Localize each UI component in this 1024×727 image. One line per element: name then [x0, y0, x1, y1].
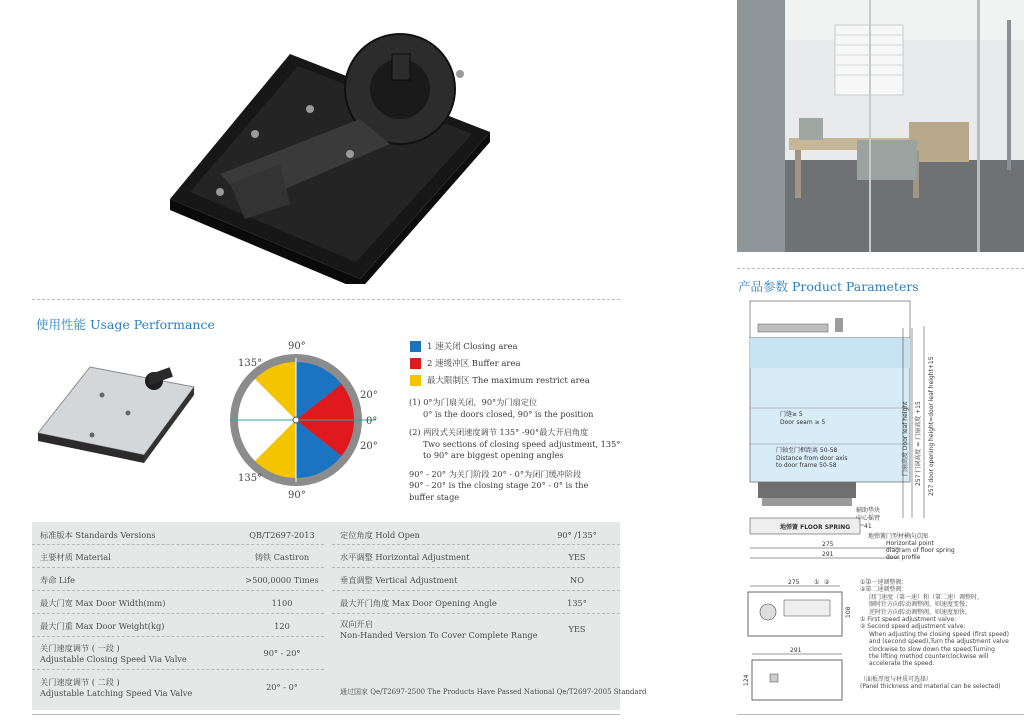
row-divider	[32, 544, 324, 545]
dial-legend	[410, 340, 590, 386]
standard-footer: 通过国家 Qe/T2697-2500 The Products Have Passed National Qe/T2697-2005 Standard	[340, 688, 647, 696]
note-line: Two sections of closing speed adjustment, 135°	[423, 438, 621, 449]
note-line: ②第二速调整阀：	[860, 586, 908, 594]
note-line: accelerate the speed.	[869, 660, 935, 668]
section-cn: 地弹簧门型材横向点图	[868, 533, 929, 540]
note-line: clockwise to slow down the speed;Turning	[869, 645, 995, 653]
spec-label: 标准版本 Standards Versions	[40, 530, 156, 540]
divider-right	[737, 268, 1024, 269]
spec-label: Adjustable Closing Speed Via Valve	[40, 654, 187, 664]
spec-label: Non-Handed Version To Cover Complete Range	[340, 630, 538, 640]
spec-label: Adjustable Latching Speed Via Valve	[40, 688, 193, 698]
floor-spring-product-photo	[160, 14, 500, 284]
spec-label: 双向开启	[340, 619, 373, 629]
top-plate-product-image	[32, 355, 200, 465]
legend-item-restrict	[410, 374, 590, 386]
spec-value: QB/T2697-2013	[249, 530, 315, 540]
note-line: 90° - 20° is the closing stage 20° - 0° is the	[409, 480, 589, 490]
axis-distance-en-2: to door frame 50-58	[776, 462, 837, 469]
row-divider	[32, 590, 324, 591]
plan-marker-1: ①	[814, 579, 820, 586]
spec-value: YES	[568, 624, 586, 634]
spec-value: 90° /135°	[557, 530, 597, 540]
spec-label: 关门速度调节 ( 一段 )	[40, 643, 120, 653]
note-line: (2) 两段式关闭速度调节 135° -90°最大开启角度	[409, 427, 589, 437]
dim-275: 275	[822, 541, 834, 548]
floor-spring-label: 地弹簧 FLOOR SPRING	[780, 524, 851, 531]
row-divider	[332, 590, 620, 591]
spec-label: 水平调整 Horizontal Adjustment	[340, 552, 470, 562]
row-divider	[332, 544, 620, 545]
spec-label: 寿命 Life	[40, 575, 75, 585]
spec-value: 135°	[567, 598, 587, 608]
dial-label-90-bottom: 90°	[288, 490, 306, 501]
note-line: 闭门速度（第一速）和（第二速）调整时，	[869, 593, 984, 601]
row-divider	[32, 613, 324, 614]
plan-dim-275: 275	[788, 579, 800, 586]
note-line: 逆时针方向转动调整阀，则速度加快。	[869, 608, 972, 616]
spec-value: 90° - 20°	[263, 648, 301, 658]
plan-marker-2: ②	[824, 579, 830, 586]
note-line: 0° is the doors closed, 90° is the position	[423, 408, 594, 419]
dim-291: 291	[822, 551, 834, 558]
door-height-label: 门扇高度 Door leaf height	[902, 401, 909, 476]
plan-dim-108: 108	[845, 606, 852, 618]
spec-label: 定位角度 Hold Open	[340, 530, 420, 540]
spec-value: YES	[568, 552, 586, 562]
note-line: 顺时针方向转动调整阀，则速度变慢；	[869, 601, 972, 609]
note-line: and (second speed),Turn the adjustment valve	[869, 638, 1009, 646]
door-installation-diagram	[740, 296, 1024, 576]
footnote-en: (Panel thickness and material can be selected)	[860, 683, 1001, 691]
note-line: 90° - 20° 为关门阶段 20° - 0°为闭门缓冲阶段	[409, 468, 582, 479]
legend-label: 2 速缓冲区 Buffer area	[427, 359, 521, 369]
legend-swatch-yellow	[410, 375, 421, 386]
plan-dim-291: 291	[790, 647, 802, 654]
spec-label: 最大门宽 Max Door Width(mm)	[40, 598, 166, 608]
note-line: (1) 0°为门扇关闭，90°为门扇定位	[409, 397, 538, 407]
legend-label: 最大限制区 The maximum restrict area	[427, 376, 590, 386]
dim-41: 41	[864, 523, 872, 530]
spec-value: 120	[274, 621, 290, 631]
spec-label: 最大开门角度 Max Door Opening Angle	[340, 598, 497, 608]
row-divider	[332, 567, 620, 568]
legend-swatch-red	[410, 358, 421, 369]
note-line: the lifting method counterclockwise will	[869, 653, 989, 661]
clip-cn: 辅助垫块	[856, 507, 881, 514]
spec-value: >500,0000 Times	[245, 575, 319, 585]
total-height-en: 257 door opening height=door leaf height+15	[928, 356, 935, 496]
row-divider	[332, 613, 620, 614]
dial-notes	[409, 397, 620, 503]
spec-table	[32, 522, 647, 710]
section-en-1: Horizontal point	[886, 540, 934, 547]
legend-label: 1 速关闭 Closing area	[427, 342, 518, 352]
note-line: buffer stage	[409, 491, 460, 502]
dial-label-20-bottom: 20°	[360, 441, 378, 452]
product-parameters-title: 产品参数 Product Parameters	[738, 279, 919, 294]
spec-value: NO	[570, 575, 584, 585]
footnote-cn: （面板厚度与材质可选择）	[860, 675, 933, 683]
divider	[32, 299, 620, 300]
legend-swatch-blue	[410, 341, 421, 352]
usage-performance-title: 使用性能 Usage Performance	[36, 317, 215, 332]
office-photo	[737, 0, 1024, 252]
spec-label: 关门速度调节 ( 二段 )	[40, 677, 120, 687]
legend-item-buffer	[410, 357, 590, 369]
note-line: ② Second speed adjustment valve:	[860, 623, 966, 631]
axis-distance-en-1: Distance from door axis	[776, 455, 848, 462]
axis-distance-cn: 门轴至门框距离 50-58	[776, 447, 838, 454]
clip-cn-2: 中心摇臂	[856, 515, 881, 522]
note-line: When adjusting the closing speed (first speed)	[869, 630, 1009, 638]
plan-dim-124: 124	[743, 674, 750, 686]
opening-angle-dial	[220, 338, 390, 503]
row-divider	[32, 567, 324, 568]
dial-label-0: 0°	[366, 416, 378, 427]
floor-spring-plan-views	[740, 578, 855, 706]
section-en-3: door profile	[886, 554, 921, 561]
bottom-rule-right	[737, 714, 1024, 715]
spec-label: 主要材质 Material	[40, 552, 111, 562]
note-line: to 90° are biggest opening angles	[423, 450, 564, 460]
total-height-cn: 257 门洞高度 = 门扇高度 +15	[915, 401, 922, 486]
note-line: ①第一速调整阀：	[860, 579, 908, 586]
door-seam-en: Door seam ≥ 5	[780, 419, 826, 426]
spec-value: 1100	[271, 598, 293, 608]
note-line: ① First speed adjustment valve:	[860, 616, 957, 624]
legend-item-closing	[410, 340, 590, 352]
spec-label: 最大门重 Max Door Weight(kg)	[40, 621, 165, 631]
section-en-2: diagram of floor spring	[886, 547, 955, 554]
spec-value: 铸铁 Castiron	[254, 552, 310, 562]
row-divider	[32, 636, 324, 637]
dial-label-20-top: 20°	[360, 390, 378, 401]
adjustment-notes	[860, 579, 1009, 691]
door-seam-cn: 门缝≥ 5	[780, 411, 803, 418]
spec-value: 20° - 0°	[266, 682, 298, 692]
dial-label-135-bottom: 135°	[238, 473, 263, 484]
spec-label: 垂直调整 Vertical Adjustment	[340, 575, 458, 585]
row-divider	[32, 669, 324, 670]
dial-label-135-top: 135°	[238, 358, 263, 369]
bottom-rule	[32, 714, 620, 715]
dial-label-90-top: 90°	[288, 341, 306, 352]
